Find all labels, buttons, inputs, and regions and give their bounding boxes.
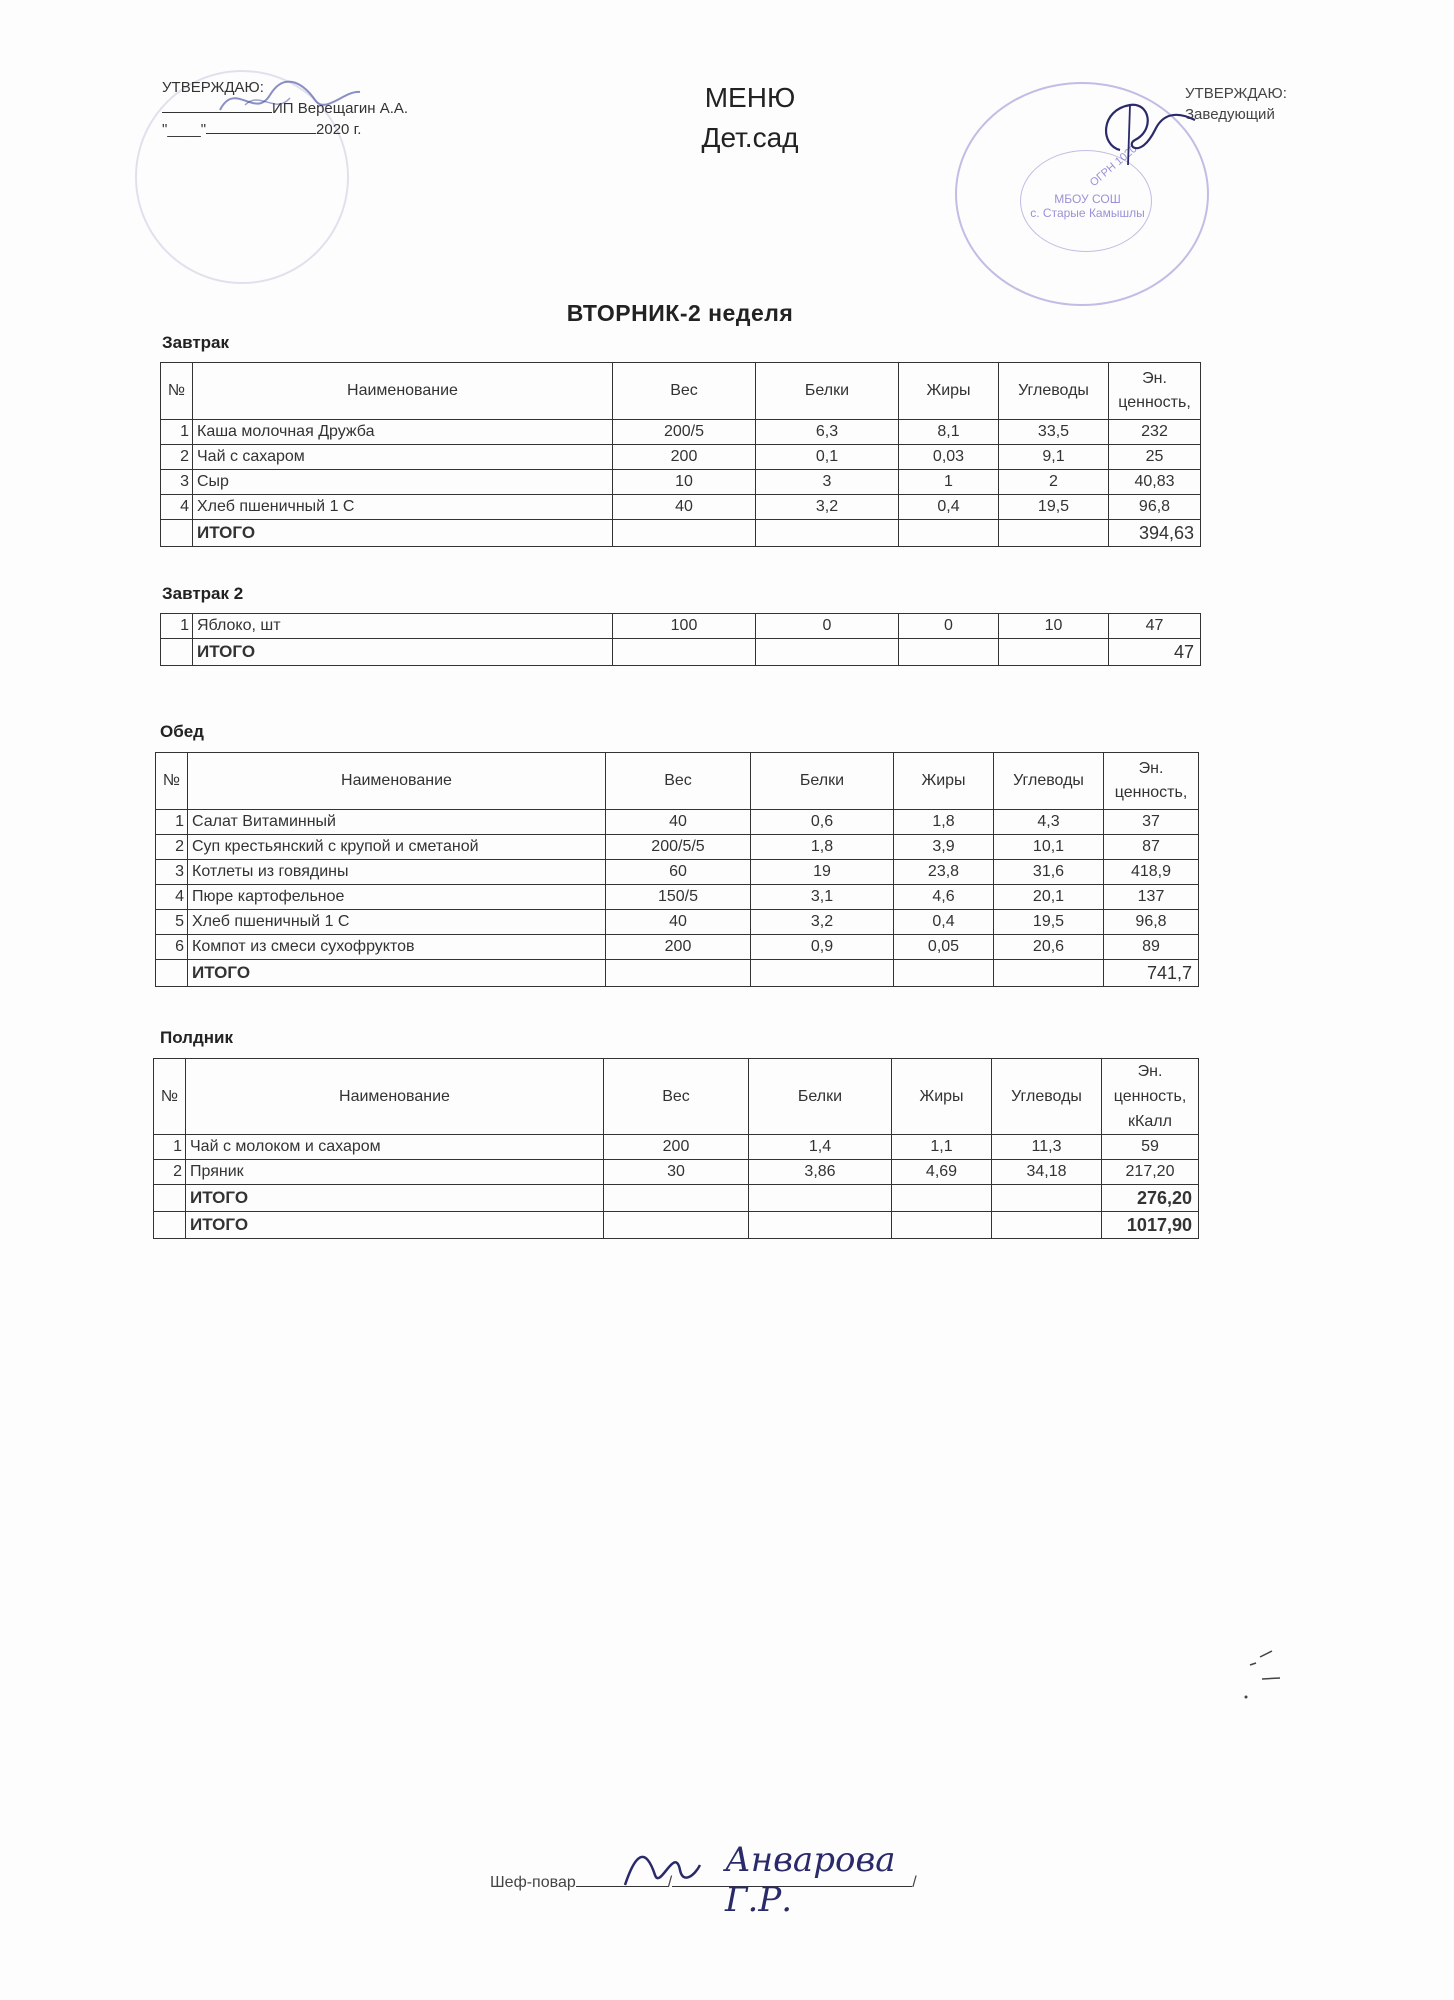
row-carbs: 2: [999, 470, 1109, 495]
row-fat: 3,9: [894, 835, 994, 860]
row-carbs: 34,18: [992, 1160, 1102, 1185]
row-energy: 47: [1109, 614, 1201, 639]
stamp-org: МБОУ СОШ: [1054, 192, 1121, 206]
row-number: 2: [154, 1160, 186, 1185]
chef-name: Анварова Г.Р.: [725, 1840, 896, 1920]
stamp-ogrn: ОГРН 1020: [1087, 142, 1140, 190]
row-weight: 200/5/5: [606, 835, 751, 860]
col-carbs: Углеводы: [992, 1059, 1102, 1135]
chef-initials-signature: [615, 1835, 705, 1895]
breakfast-total-row: [161, 520, 1201, 547]
left-date-day: "____": [162, 121, 207, 138]
row-name: Яблоко, шт: [193, 614, 613, 639]
row-energy: 418,9: [1104, 860, 1199, 885]
col-energy: [1109, 363, 1201, 420]
row-name: Компот из смеси сухофруктов: [188, 935, 606, 960]
left-date-year: 2020 г.: [316, 121, 362, 138]
table-row: [154, 1160, 1199, 1185]
row-number: 1: [161, 420, 193, 445]
row-weight: 60: [606, 860, 751, 885]
row-fat: 1: [899, 470, 999, 495]
row-weight: 30: [604, 1160, 749, 1185]
col-name: Наименование: [193, 363, 613, 420]
row-fat: 0,05: [894, 935, 994, 960]
row-fat: 23,8: [894, 860, 994, 885]
col-protein: Белки: [756, 363, 899, 420]
table-row: [161, 420, 1201, 445]
total-label: ИТОГО: [193, 520, 613, 547]
row-carbs: 11,3: [992, 1135, 1102, 1160]
col-energy-line2: ценность,: [1114, 784, 1188, 801]
col-energy: [1104, 753, 1199, 810]
row-name: Хлеб пшеничный 1 С: [193, 495, 613, 520]
table-row: [161, 495, 1201, 520]
row-name: Пюре картофельное: [188, 885, 606, 910]
lunch-total: 741,7: [1104, 960, 1199, 987]
col-weight: Вес: [604, 1059, 749, 1135]
col-name: Наименование: [188, 753, 606, 810]
row-weight: 40: [613, 495, 756, 520]
right-stamp-text: [1015, 192, 1160, 220]
row-energy: 25: [1109, 445, 1201, 470]
total-label: ИТОГО: [193, 639, 613, 666]
row-fat: 0,4: [894, 910, 994, 935]
right-approve-label: УТВЕРЖДАЮ:: [1185, 85, 1287, 102]
right-approve-position: Заведующий: [1185, 106, 1275, 123]
breakfast-table: [160, 362, 1201, 547]
row-protein: 3: [756, 470, 899, 495]
col-protein: Белки: [749, 1059, 892, 1135]
row-fat: 8,1: [899, 420, 999, 445]
table-header-row: [156, 753, 1199, 810]
grand-total: 1017,90: [1102, 1212, 1199, 1239]
row-energy: 137: [1104, 885, 1199, 910]
row-carbs: 10: [999, 614, 1109, 639]
col-energy: [1102, 1059, 1199, 1135]
row-number: 3: [161, 470, 193, 495]
row-fat: 4,6: [894, 885, 994, 910]
breakfast2-table: [160, 613, 1201, 666]
table-row: [161, 470, 1201, 495]
table-header-row: [154, 1059, 1199, 1135]
right-approve-position-line: [1185, 104, 1287, 125]
row-energy: 217,20: [1102, 1160, 1199, 1185]
breakfast2-total-row: [161, 639, 1201, 666]
row-fat: 0,4: [899, 495, 999, 520]
row-weight: 100: [613, 614, 756, 639]
col-energy-line2: ценность,: [1113, 1088, 1187, 1105]
col-fat: Жиры: [899, 363, 999, 420]
row-energy: 59: [1102, 1135, 1199, 1160]
row-protein: 0: [756, 614, 899, 639]
row-protein: 3,2: [751, 910, 894, 935]
row-weight: 40: [606, 910, 751, 935]
row-weight: 10: [613, 470, 756, 495]
row-protein: 1,8: [751, 835, 894, 860]
col-carbs: Углеводы: [994, 753, 1104, 810]
menu-title: [600, 78, 900, 158]
margin-marks: [1240, 1645, 1290, 1705]
section-label-breakfast2: Завтрак 2: [162, 584, 244, 603]
total-label: ИТОГО: [188, 960, 606, 987]
row-weight: 200/5: [613, 420, 756, 445]
row-fat: 0: [899, 614, 999, 639]
row-energy: 96,8: [1109, 495, 1201, 520]
row-protein: 0,1: [756, 445, 899, 470]
left-approve-person: ИП Верещагин А.А.: [272, 100, 409, 117]
col-weight: Вес: [606, 753, 751, 810]
col-fat: Жиры: [892, 1059, 992, 1135]
row-number: 1: [154, 1135, 186, 1160]
row-number: 2: [161, 445, 193, 470]
grand-total-row: [154, 1212, 1199, 1239]
row-weight: 40: [606, 810, 751, 835]
row-name: Пряник: [186, 1160, 604, 1185]
row-carbs: 31,6: [994, 860, 1104, 885]
col-energy-line3: кКалл: [1128, 1113, 1172, 1130]
row-carbs: 4,3: [994, 810, 1104, 835]
col-num: №: [154, 1059, 186, 1135]
row-energy: 89: [1104, 935, 1199, 960]
row-protein: 3,2: [756, 495, 899, 520]
row-name: Салат Витаминный: [188, 810, 606, 835]
row-carbs: 33,5: [999, 420, 1109, 445]
row-fat: 4,69: [892, 1160, 992, 1185]
row-weight: 200: [606, 935, 751, 960]
row-weight: 150/5: [606, 885, 751, 910]
table-row: [156, 835, 1199, 860]
grand-total-label: ИТОГО: [186, 1212, 604, 1239]
chef-label: Шеф-повар: [490, 1874, 576, 1891]
row-energy: 37: [1104, 810, 1199, 835]
row-protein: 3,1: [751, 885, 894, 910]
row-energy: 96,8: [1104, 910, 1199, 935]
row-carbs: 19,5: [999, 495, 1109, 520]
row-carbs: 19,5: [994, 910, 1104, 935]
total-label: ИТОГО: [186, 1185, 604, 1212]
row-number: 3: [156, 860, 188, 885]
menu-title-line2: Дет.сад: [701, 122, 799, 153]
row-number: 4: [161, 495, 193, 520]
col-carbs: Углеводы: [999, 363, 1109, 420]
row-fat: 1,1: [892, 1135, 992, 1160]
breakfast-total: 394,63: [1109, 520, 1201, 547]
row-weight: 200: [604, 1135, 749, 1160]
row-carbs: 20,1: [994, 885, 1104, 910]
col-name: Наименование: [186, 1059, 604, 1135]
row-name: Сыр: [193, 470, 613, 495]
table-row: [156, 810, 1199, 835]
snack-total: 276,20: [1102, 1185, 1199, 1212]
menu-title-line1: МЕНЮ: [704, 82, 796, 113]
row-protein: 3,86: [749, 1160, 892, 1185]
right-approval-block: [1185, 84, 1287, 125]
row-weight: 200: [613, 445, 756, 470]
row-protein: 19: [751, 860, 894, 885]
left-approval-signature: [215, 70, 365, 130]
row-number: 5: [156, 910, 188, 935]
row-number: 1: [161, 614, 193, 639]
row-fat: 0,03: [899, 445, 999, 470]
row-name: Суп крестьянский с крупой и сметаной: [188, 835, 606, 860]
row-carbs: 20,6: [994, 935, 1104, 960]
section-label-lunch: Обед: [160, 722, 204, 741]
row-name: Чай с сахаром: [193, 445, 613, 470]
stamp-place: с. Старые Камышлы: [1030, 206, 1145, 220]
row-energy: 87: [1104, 835, 1199, 860]
section-label-breakfast: Завтрак: [162, 333, 230, 352]
col-energy-line1: Эн.: [1142, 370, 1167, 387]
row-number: 2: [156, 835, 188, 860]
row-energy: 40,83: [1109, 470, 1201, 495]
row-carbs: 10,1: [994, 835, 1104, 860]
col-energy-line2: ценность,: [1118, 394, 1191, 411]
day-title: ВТОРНИК-2 неделя: [566, 300, 794, 326]
table-row: [154, 1135, 1199, 1160]
snack-total-row: [154, 1185, 1199, 1212]
table-row: [156, 860, 1199, 885]
col-protein: Белки: [751, 753, 894, 810]
col-weight: Вес: [613, 363, 756, 420]
row-number: 6: [156, 935, 188, 960]
table-row: [161, 614, 1201, 639]
row-name: Чай с молоком и сахаром: [186, 1135, 604, 1160]
table-row: [156, 910, 1199, 935]
breakfast2-total: 47: [1109, 639, 1201, 666]
snack-table: [153, 1058, 1199, 1239]
col-num: №: [161, 363, 193, 420]
row-protein: 0,9: [751, 935, 894, 960]
row-fat: 1,8: [894, 810, 994, 835]
lunch-table: [155, 752, 1199, 987]
col-energy-line1: Эн.: [1137, 1063, 1163, 1080]
left-approve-label: УТВЕРЖДАЮ:: [162, 79, 264, 96]
right-approval-signature: [1080, 90, 1200, 170]
row-energy: 232: [1109, 420, 1201, 445]
table-row: [156, 935, 1199, 960]
col-fat: Жиры: [894, 753, 994, 810]
row-carbs: 9,1: [999, 445, 1109, 470]
row-name: Хлеб пшеничный 1 С: [188, 910, 606, 935]
row-number: 4: [156, 885, 188, 910]
col-energy-line1: Эн.: [1138, 760, 1164, 777]
row-protein: 1,4: [749, 1135, 892, 1160]
lunch-total-row: [156, 960, 1199, 987]
table-row: [156, 885, 1199, 910]
col-num: №: [156, 753, 188, 810]
chef-signature-block: Шеф-повар / / Анварова Г.Р.: [490, 1840, 917, 1920]
table-header-row: [161, 363, 1201, 420]
section-label-snack: Полдник: [160, 1028, 233, 1047]
row-number: 1: [156, 810, 188, 835]
row-protein: 0,6: [751, 810, 894, 835]
table-row: [161, 445, 1201, 470]
row-name: Котлеты из говядины: [188, 860, 606, 885]
row-name: Каша молочная Дружба: [193, 420, 613, 445]
row-protein: 6,3: [756, 420, 899, 445]
